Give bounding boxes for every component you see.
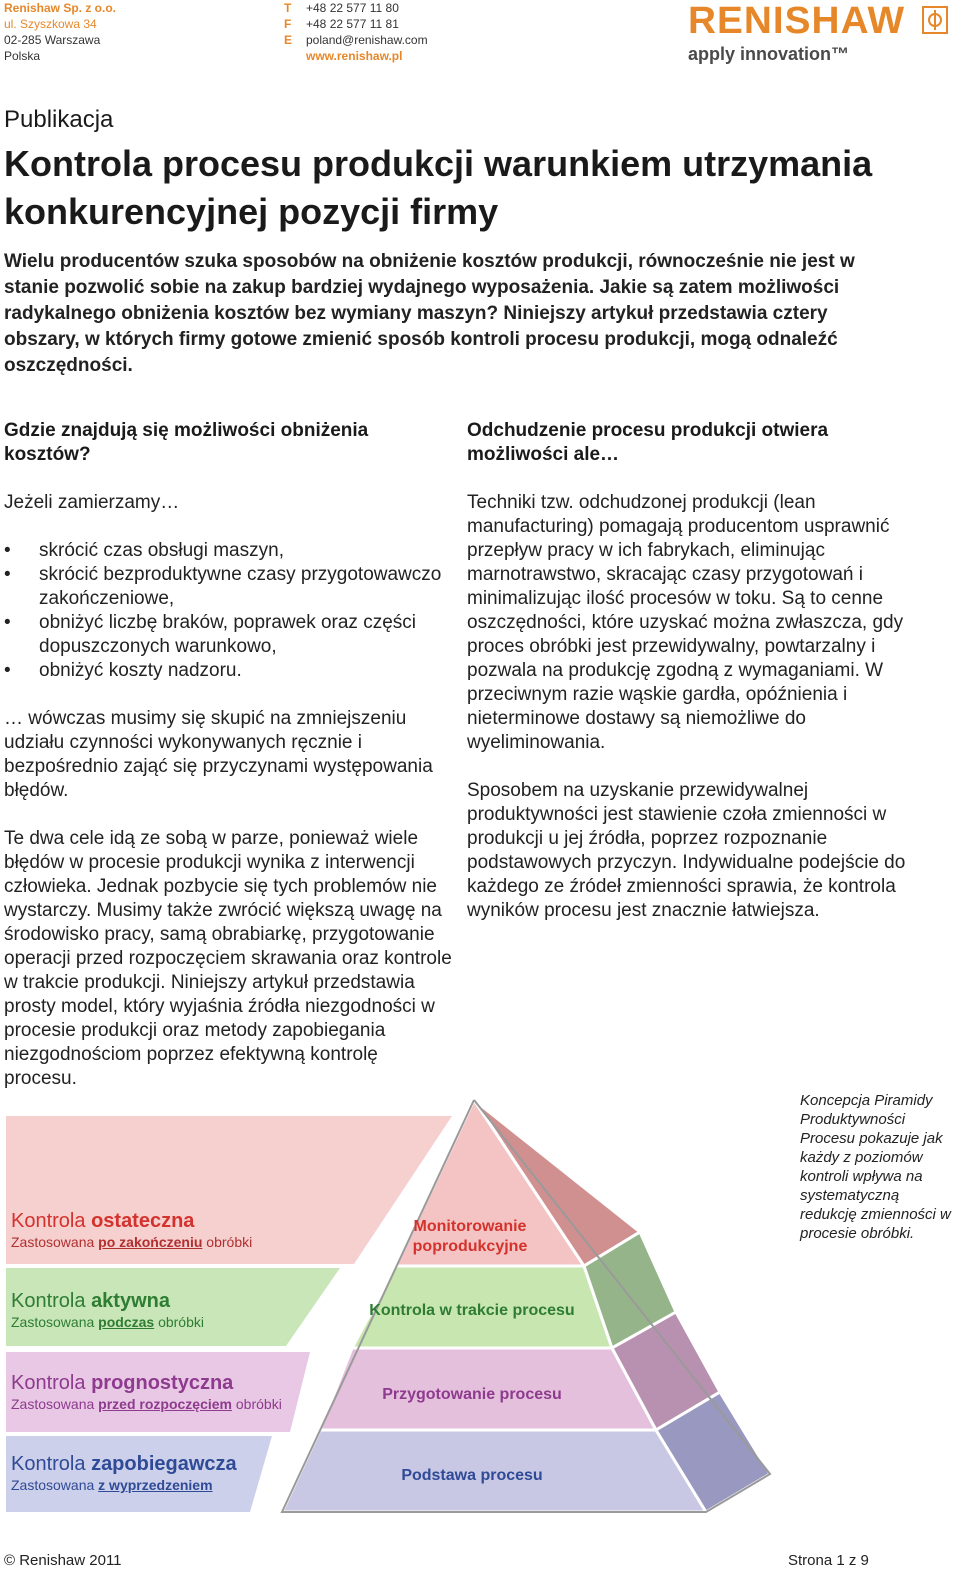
footer-page-number: Strona 1 z 9 (788, 1552, 869, 1569)
address-country: Polska (4, 49, 41, 63)
email-link[interactable]: poland@renishaw.com (306, 33, 428, 47)
left-column (4, 419, 454, 1091)
right-paragraph-2: Sposobem na uzyskanie przewidywalnej produktywności jest stawienie czoła zmienności w produkcji u jej źródła, poprzez rozpoznanie podstawowych przyczyn. Indywidualne podejście do każdego ze źródeł zmienności sprawia, że kontrola wyników procesu jest znacznie łatwiejsza. (467, 780, 906, 921)
left-paragraph-1: … wówczas musimy się skupić na zmniejszeniu udziału czynności wykonywanych ręcznie i bezpośrednio zająć się przyczynami występowania błędów. (4, 708, 433, 801)
logo-tagline: apply innovation™ (688, 44, 850, 64)
renishaw-logo (688, 2, 958, 68)
level-predictive: Kontrola prognostyczna Zastosowana przed rozpoczęciem obróbki (11, 1372, 282, 1412)
list-item: • skrócić bezproduktywne czasy przygotowawczo zakończeniowe, (4, 563, 454, 611)
tier-label-in-process: Kontrola w trakcie procesu (369, 1302, 575, 1319)
contact-row (284, 48, 544, 64)
contact-block (284, 0, 544, 64)
left-intro: Jeżeli zamierzamy… (4, 492, 180, 513)
savings-list (4, 539, 454, 683)
right-heading: Odchudzenie procesu produkcji otwiera możliwości ale… (467, 420, 829, 465)
figure-caption: Koncepcja Piramidy Produktywności Procesu pokazuje jak każdy z poziomów kontroli wpływa na systematyczną redukcję zmienności w procesie obróbki. (800, 1092, 951, 1242)
level-preventive: Kontrola zapobiegawcza Zastosowana z wyprzedzeniem (11, 1453, 237, 1493)
tier-label-foundation: Podstawa procesu (401, 1467, 543, 1484)
list-item: • obniżyć liczbę braków, poprawek oraz części dopuszczonych warunkowo, (4, 611, 454, 659)
level-final: Kontrola ostateczna Zastosowana po zakończeniu obróbki (11, 1210, 253, 1250)
tier-label-setting: Przygotowanie procesu (382, 1386, 562, 1403)
footer-copyright: © Renishaw 2011 (4, 1552, 122, 1569)
address-street: ul. Szyszkowa 34 (4, 17, 97, 31)
left-heading: Gdzie znajdują się możliwości obniżenia kosztów? (4, 420, 369, 465)
article-lead: Wielu producentów szuka sposobów na obniżenie kosztów produkcji, równocześnie nie jest w stanie pozwolić sobie na zakup bardziej wydajnego wyposażenia. Jakie są zatem możliwości radykalnego obniżenia kosztów bez wymiany maszyn? Niniejszy artykuł przedstawia cztery obszary, w których firmy gotowe zmienić sposób kontroli procesu produkcji, mogą odnaleźć oszczędności. (4, 251, 855, 376)
right-column (467, 419, 917, 923)
left-paragraph-2: Te dwa cele idą ze sobą w parze, ponieważ wiele błędów w procesie produkcji wynika z interwencji człowieka. Jednak pozbycie się tych problemów nie wystarczy. Musimy także zwrócić większą uwagę na środowisko pracy, samą obrabiarkę, przygotowanie operacji przed rozpoczęciem skrawania oraz kontrole w trakcie produkcji. Niniejszy artykuł przedstawia prosty model, który wyjaśnia źródła niezgodności w procesie produkcji oraz metody zapobiegania niezgodnościom poprzez efektywną kontrolę procesu. (4, 828, 452, 1089)
website-link[interactable]: www.renishaw.pl (306, 49, 403, 63)
tier-label-monitoring: Monitorowanie poprodukcyjne (412, 1218, 528, 1255)
logo-symbol-icon (922, 6, 948, 34)
article-kicker: Publikacja (4, 106, 114, 133)
company-name: Renishaw Sp. z o.o. (4, 1, 117, 15)
address-block (4, 0, 204, 64)
contact-row: E poland@renishaw.com (284, 33, 428, 47)
level-active: Kontrola aktywna Zastosowana podczas obróbki (11, 1290, 204, 1330)
list-item: • skrócić czas obsługi maszyn, (4, 539, 454, 563)
list-item: • obniżyć koszty nadzoru. (4, 659, 454, 683)
logo-wordmark: RENISHAW (688, 0, 906, 42)
page-title: Kontrola procesu produkcji warunkiem utrzymania konkurencyjnej pozycji firmy (4, 143, 873, 232)
address-city: 02-285 Warszawa (4, 33, 101, 47)
contact-row: T +48 22 577 11 80 (284, 1, 399, 15)
contact-row: F +48 22 577 11 81 (284, 17, 399, 31)
right-paragraph-1: Techniki tzw. odchudzonej produkcji (lean manufacturing) pomagają producentom usprawnić przepływ pracy w ich fabrykach, eliminując marnotrawstwo, skracając czasy przygotowań i minimalizując ilość procesów w toku. Są to cenne oszczędności, które uzyskać można zwłaszcza, gdy proces obróbki jest przewidywalny, powtarzalny i pozwala na produkcję zgodną z wymaganiami. W przeciwnym razie wąskie gardła, opóźnienia i nieterminowe dostawy są niemożliwe do wyeliminowania. (467, 492, 904, 753)
